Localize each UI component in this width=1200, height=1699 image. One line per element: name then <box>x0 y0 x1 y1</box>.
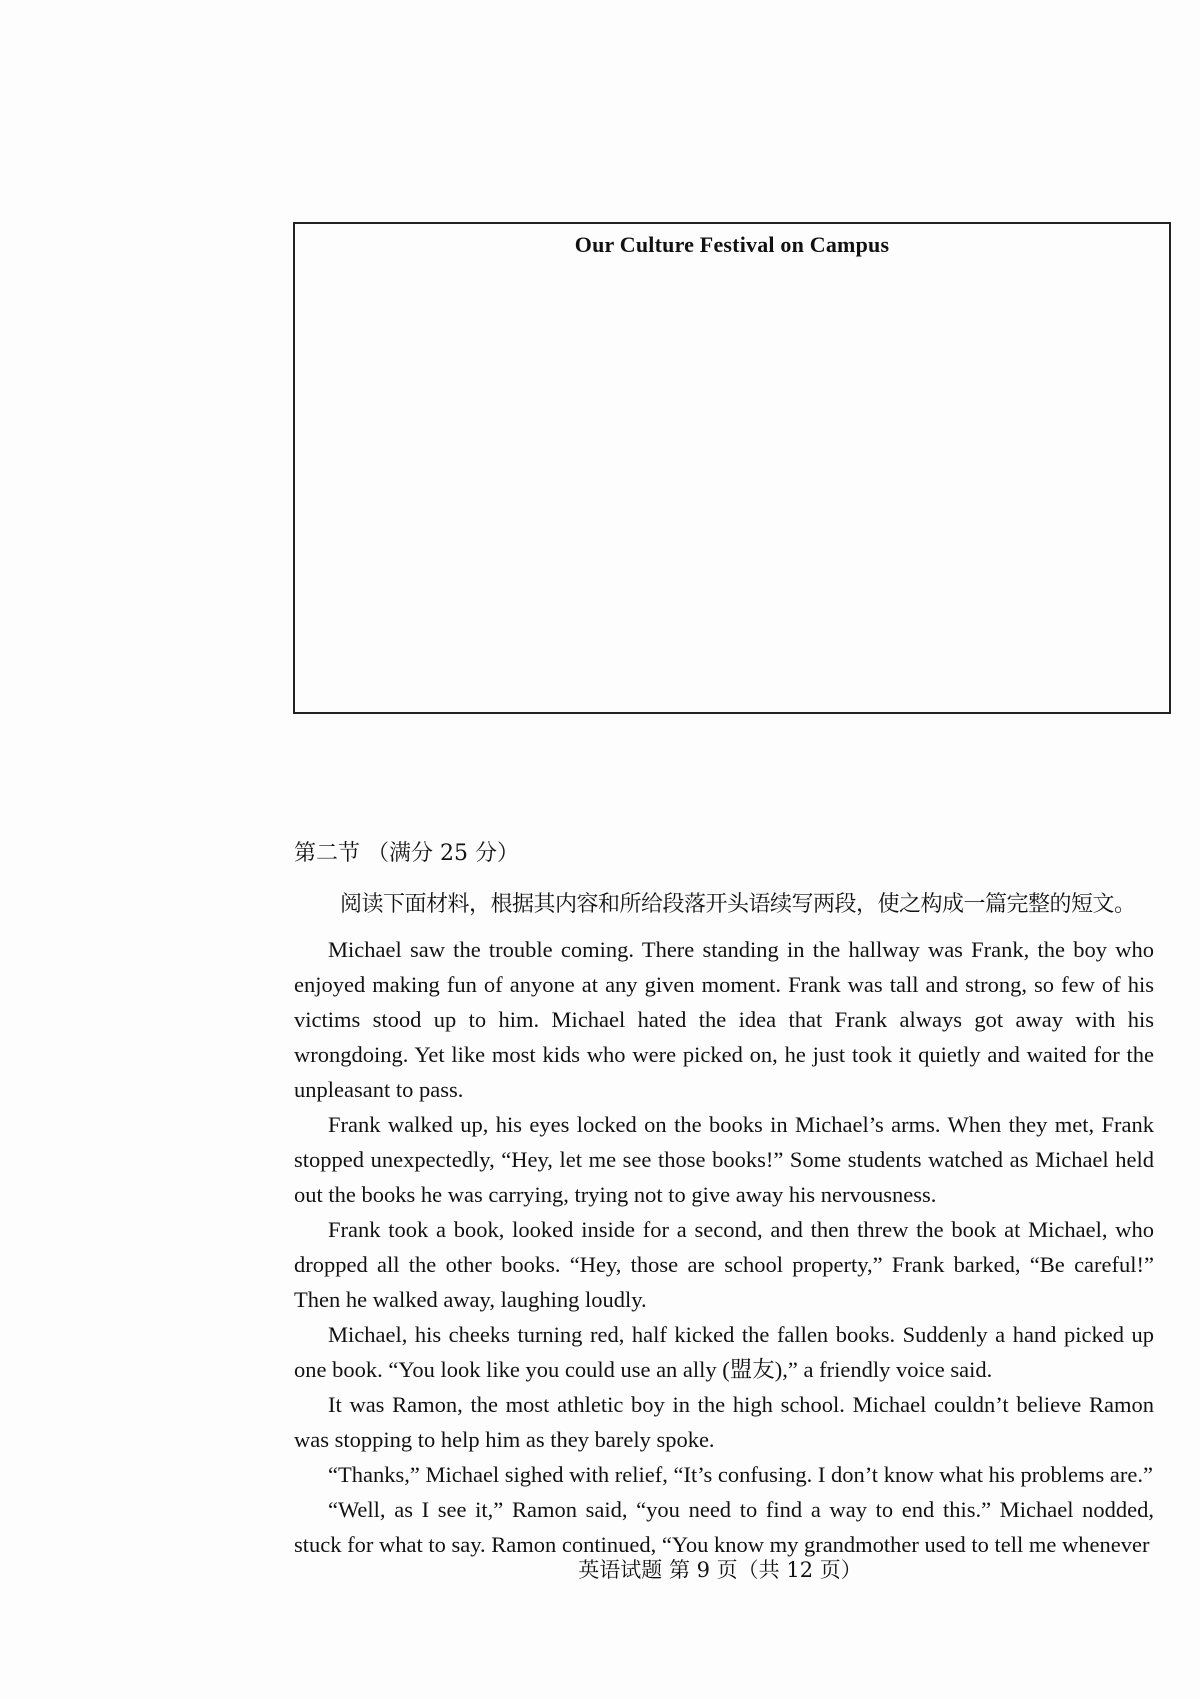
passage-paragraph: “Well, as I see it,” Ramon said, “you need to find a way to end this.” Michael nodded, stuck for what to say. Ramon continued, “You know my grandmother used to tell me whenever <box>294 1497 1154 1557</box>
passage-paragraph: “Thanks,” Michael sighed with relief, “It’s confusing. I don’t know what his problems are.” <box>328 1462 1153 1487</box>
passage-paragraph: Michael, his cheeks turning red, half kicked the fallen books. Suddenly a hand picked up one book. “You look like you could use an ally (盟友),” a friendly voice said. <box>294 1322 1154 1382</box>
writing-answer-box[interactable] <box>293 222 1171 714</box>
passage-paragraph: It was Ramon, the most athletic boy in the high school. Michael couldn’t believe Ramon was stopping to help him as they barely spoke. <box>294 1392 1154 1452</box>
continuation-writing-section <box>294 836 1154 1562</box>
passage-paragraph: Frank took a book, looked inside for a second, and then threw the book at Michael, who dropped all the other books. “Hey, those are school property,” Frank barked, “Be careful!” Then he walked away, laughing loudly. <box>294 1217 1154 1312</box>
passage-paragraph: Michael saw the trouble coming. There standing in the hallway was Frank, the boy who enjoyed making fun of anyone at any given moment. Frank was tall and strong, so few of his victims stood up to him. Michael hated the idea that Frank always got away with his wrongdoing. Yet like most kids who were picked on, he just took it quietly and waited for the unpleasant to pass. <box>294 937 1154 1102</box>
page-footer: 英语试题 第 9 页（共 12 页） <box>578 1558 862 1582</box>
passage-paragraph: Frank walked up, his eyes locked on the books in Michael’s arms. When they met, Frank stopped unexpectedly, “Hey, let me see those books!” Some students watched as Michael held out the books he was carrying, trying not to give away his nervousness. <box>294 1112 1154 1207</box>
writing-box-title: Our Culture Festival on Campus <box>574 232 890 257</box>
section-heading: 第二节 （满分 25 分） <box>294 841 519 866</box>
section-instruction: 阅读下面材料，根据其内容和所给段落开头语续写两段，使之构成一篇完整的短文。 <box>340 892 1136 917</box>
